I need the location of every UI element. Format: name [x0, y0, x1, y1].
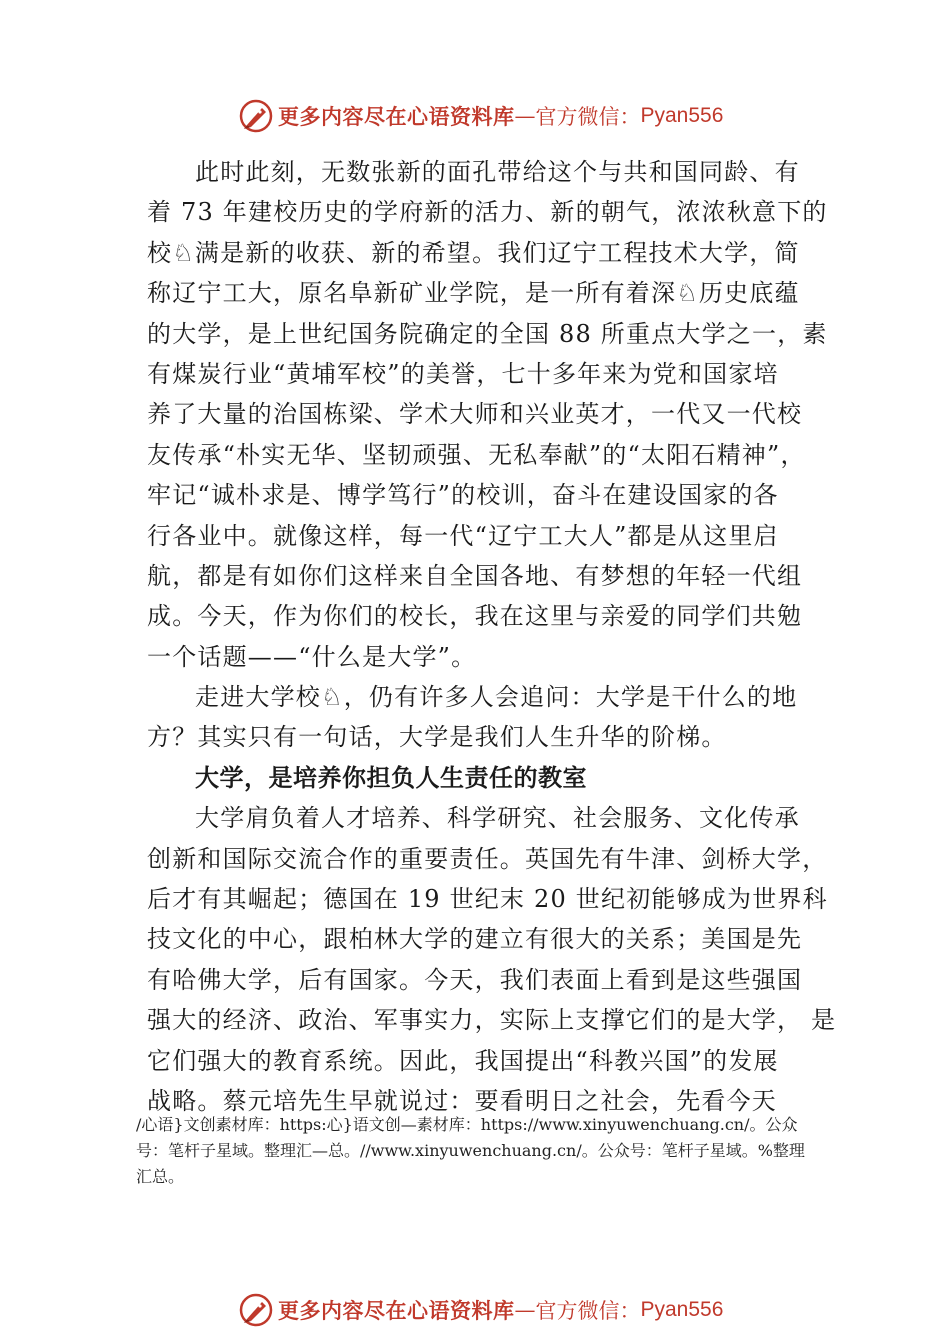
p1-line: 称辽宁工大，原名阜新矿业学院，是一所有着深♘历史底蕴 — [147, 279, 800, 308]
banner-title: 更多内容尽在心语资料库 — [278, 1298, 515, 1323]
footer-note-line: 号：笔杆子星域。整理汇—总。//www.xinyuwenchuang.cn/。公众号：笔杆子星域。%整理 — [136, 1141, 805, 1160]
p1-line: 养了大量的治国栋梁、学术大师和兴业英才，一代又一代校 — [147, 400, 803, 429]
p3-line: 创新和国际交流合作的重要责任。英国先有牛津、剑桥大学， — [147, 844, 828, 873]
p1-line: 有煤炭行业“黄埔军校”的美誉，七十多年来为党和国家培 — [147, 359, 779, 388]
banner-wechat-id: Pyan556 — [640, 1298, 724, 1321]
p1-line: 此时此刻，无数张新的面孔带给这个与共和国同龄、有 — [195, 158, 800, 186]
p3-line: 技文化的中心，跟柏林大学的建立有很大的关系；美国是先 — [147, 925, 803, 954]
banner-wechat-label: 官方微信： — [535, 105, 641, 129]
p2-line: 走进大学校♘，仍有许多人会追问：大学是干什么的地 — [195, 683, 798, 712]
banner-wechat-label: 官方微信： — [535, 1299, 641, 1323]
banner-separator: — — [514, 1298, 536, 1322]
p1-line: 的大学，是上世纪国务院确定的全国 88 所重点大学之一，素 — [147, 319, 828, 348]
p2-line: 方？其实只有一句话，大学是我们人生升华的阶梯。 — [147, 723, 727, 752]
banner-wechat-id: Pyan556 — [640, 104, 724, 127]
header-banner — [238, 96, 723, 136]
p3-line: 有哈佛大学，后有国家。今天，我们表面上看到是这些强国 — [147, 965, 803, 994]
p3-line: 它们强大的教育系统。因此，我国提出“科教兴国”的发展 — [147, 1046, 779, 1075]
p1-line: 校♘满是新的收获、新的希望。我们辽宁工程技术大学，简 — [147, 238, 800, 267]
pen-nib-logo-icon — [238, 98, 274, 134]
p1-line: 航，都是有如你们这样来自全国各地、有梦想的年轻一代组 — [147, 561, 803, 590]
banner-title: 更多内容尽在心语资料库 — [278, 104, 515, 129]
p1-line: 一个话题——“什么是大学”。 — [147, 642, 477, 671]
pen-nib-logo-icon — [238, 1292, 274, 1328]
p3-line: 强大的经济、政治、军事实力，实际上支撑它们的是大学， 是 — [147, 1006, 837, 1035]
footer-note-line: /心语}文创素材库：https:心}语文创—素材库：https://www.xinyuwenchuang.cn/。公众 — [136, 1115, 798, 1134]
footer-note-line: 汇总。 — [136, 1167, 185, 1186]
p3-line: 后才有其崛起；德国在 19 世纪末 20 世纪初能够成为世界科 — [147, 885, 828, 914]
document-body — [147, 152, 837, 1121]
p1-line: 成。今天，作为你们的校长，我在这里与亲爱的同学们共勉 — [147, 602, 803, 631]
footer-note — [136, 1112, 836, 1190]
p3-line: 战略。蔡元培先生早就说过：要看明日之社会，先看今天 — [147, 1086, 777, 1115]
p1-line: 行各业中。就像这样，每一代“辽宁工大人”都是从这里启 — [147, 521, 779, 550]
p1-line: 牢记“诚朴求是、博学笃行”的校训，奋斗在建设国家的各 — [147, 481, 779, 510]
p1-line: 友传承“朴实无华、坚韧顽强、无私奉献”的“太阳石精神”， — [147, 440, 806, 469]
footer-banner — [238, 1290, 723, 1330]
section-heading: 大学，是培养你担负人生责任的教室 — [195, 763, 587, 792]
banner-separator: — — [514, 104, 536, 128]
p3-line: 大学肩负着人才培养、科学研究、社会服务、文化传承 — [195, 804, 800, 833]
p1-line: 着 73 年建校历史的学府新的活力、新的朝气，浓浓秋意下的 — [147, 198, 828, 227]
